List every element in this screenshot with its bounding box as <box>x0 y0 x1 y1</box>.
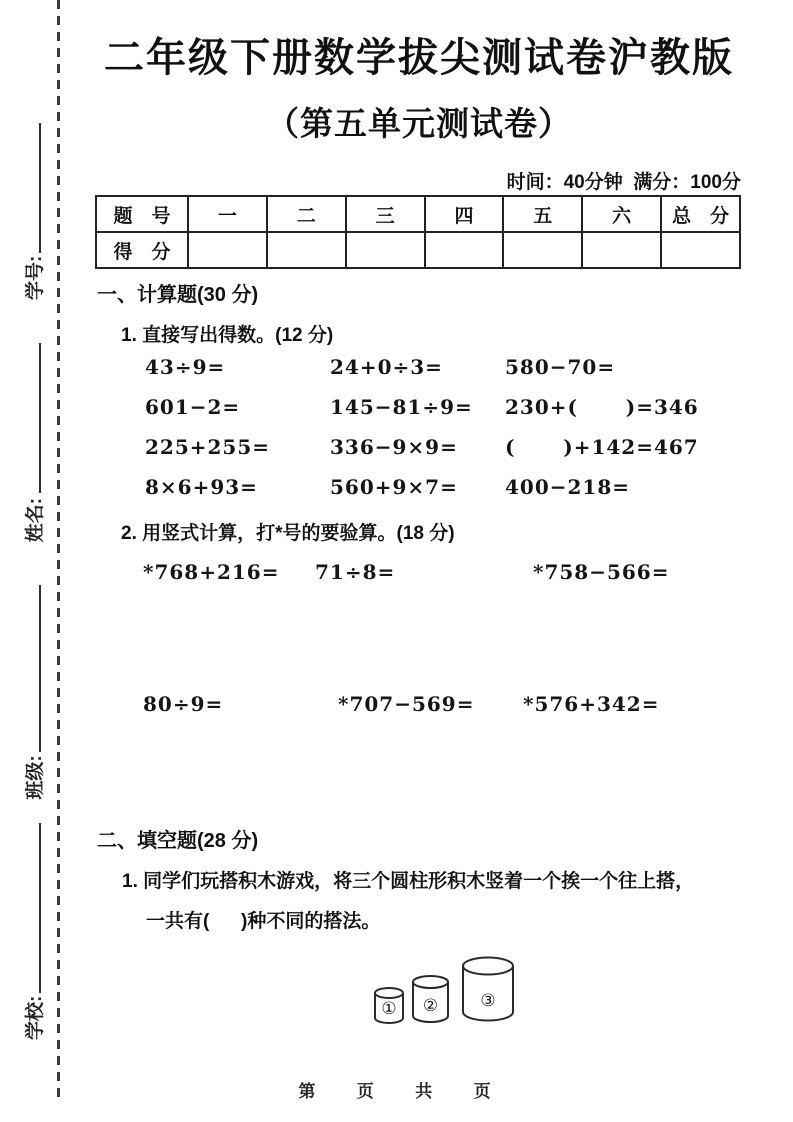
vertical-calc-row-2 <box>95 692 743 718</box>
calc-problem: 230+( )=346 <box>505 395 699 419</box>
page-footer: 第 页 共 页 <box>298 1082 495 1101</box>
class-blank-line <box>39 585 41 752</box>
calc-problem: 80÷9= <box>143 692 224 716</box>
score-cell-5 <box>503 232 582 268</box>
score-col-6: 六 <box>582 196 661 232</box>
section-one-heading: 一、计算题(30 分) <box>97 284 259 306</box>
time-score-meta: 时间：40分钟 满分：100分 <box>506 172 741 193</box>
score-cell-1 <box>188 232 267 268</box>
vertical-calc-row-1 <box>95 560 743 586</box>
name-blank-line <box>39 343 41 493</box>
calc-problem-starred: *768+216= <box>143 560 280 584</box>
cylinder-1-label: ① <box>381 999 397 1019</box>
cylinder-1-top <box>375 988 403 998</box>
q1-heading: 1. 直接写出得数。(12 分) <box>121 325 334 346</box>
score-col-total: 总 分 <box>661 196 740 232</box>
score-col-3: 三 <box>346 196 425 232</box>
fill-blank-q1-line1: 1. 同学们玩搭积木游戏，将三个圆柱形积木竖着一个挨一个往上搭， <box>122 871 695 892</box>
fill-blank-q1-line2: 一共有( )种不同的搭法。 <box>146 911 381 932</box>
score-table-header-row <box>96 196 740 232</box>
student-no-blank-line <box>39 123 41 253</box>
calc-problem-starred: *707−569= <box>338 692 475 716</box>
score-table-corner: 题 号 <box>96 196 188 232</box>
score-col-2: 二 <box>267 196 346 232</box>
cylinder-2-top <box>413 976 448 988</box>
score-col-1: 一 <box>188 196 267 232</box>
cylinders-figure <box>358 943 538 1048</box>
seal-dashed-line <box>57 0 60 1100</box>
cylinder-3-label: ③ <box>480 991 496 1011</box>
paper-title: 二年级下册数学拔尖测试卷沪教版 <box>104 36 734 80</box>
calc-problem: ( )+142=467 <box>505 435 699 459</box>
score-cell-6 <box>582 232 661 268</box>
score-row-label: 得 分 <box>96 232 188 268</box>
calc-problem: 225+255= <box>145 435 271 459</box>
q2-heading: 2. 用竖式计算，打*号的要验算。(18 分) <box>121 523 455 544</box>
calc-problem: 336−9×9= <box>330 435 458 459</box>
school-label: 学校: <box>24 995 46 1040</box>
score-col-4: 四 <box>425 196 504 232</box>
cylinder-3-top <box>463 958 513 975</box>
score-cell-3 <box>346 232 425 268</box>
student-no-label: 学号: <box>24 255 46 301</box>
calc-problem: 400−218= <box>505 475 631 499</box>
paper-subtitle: （第五单元测试卷） <box>266 105 572 142</box>
class-label: 班级: <box>24 755 46 800</box>
calc-problem: 601−2= <box>145 395 241 419</box>
score-cell-4 <box>425 232 504 268</box>
calc-problem: 580−70= <box>505 355 616 379</box>
name-label: 姓名: <box>24 498 46 543</box>
score-cell-total <box>661 232 740 268</box>
school-blank-line <box>39 823 41 993</box>
calc-problem: 43÷9= <box>145 355 226 379</box>
section-two-heading: 二、填空题(28 分) <box>97 830 259 852</box>
calc-problem: 560+9×7= <box>330 475 458 499</box>
mental-math-grid <box>95 356 765 499</box>
cylinder-2-label: ② <box>422 996 439 1016</box>
calc-problem: 71÷8= <box>315 560 396 584</box>
score-cell-2 <box>267 232 346 268</box>
score-table-score-row <box>96 232 740 268</box>
seal-strip <box>18 38 48 1098</box>
calc-problem-starred: *758−566= <box>533 560 670 584</box>
score-table <box>95 195 741 269</box>
calc-problem: 8×6+93= <box>145 475 258 499</box>
calc-problem: 24+0÷3= <box>330 355 443 379</box>
calc-problem: 145−81÷9= <box>330 395 473 419</box>
score-col-5: 五 <box>503 196 582 232</box>
calc-problem-starred: *576+342= <box>523 692 660 716</box>
